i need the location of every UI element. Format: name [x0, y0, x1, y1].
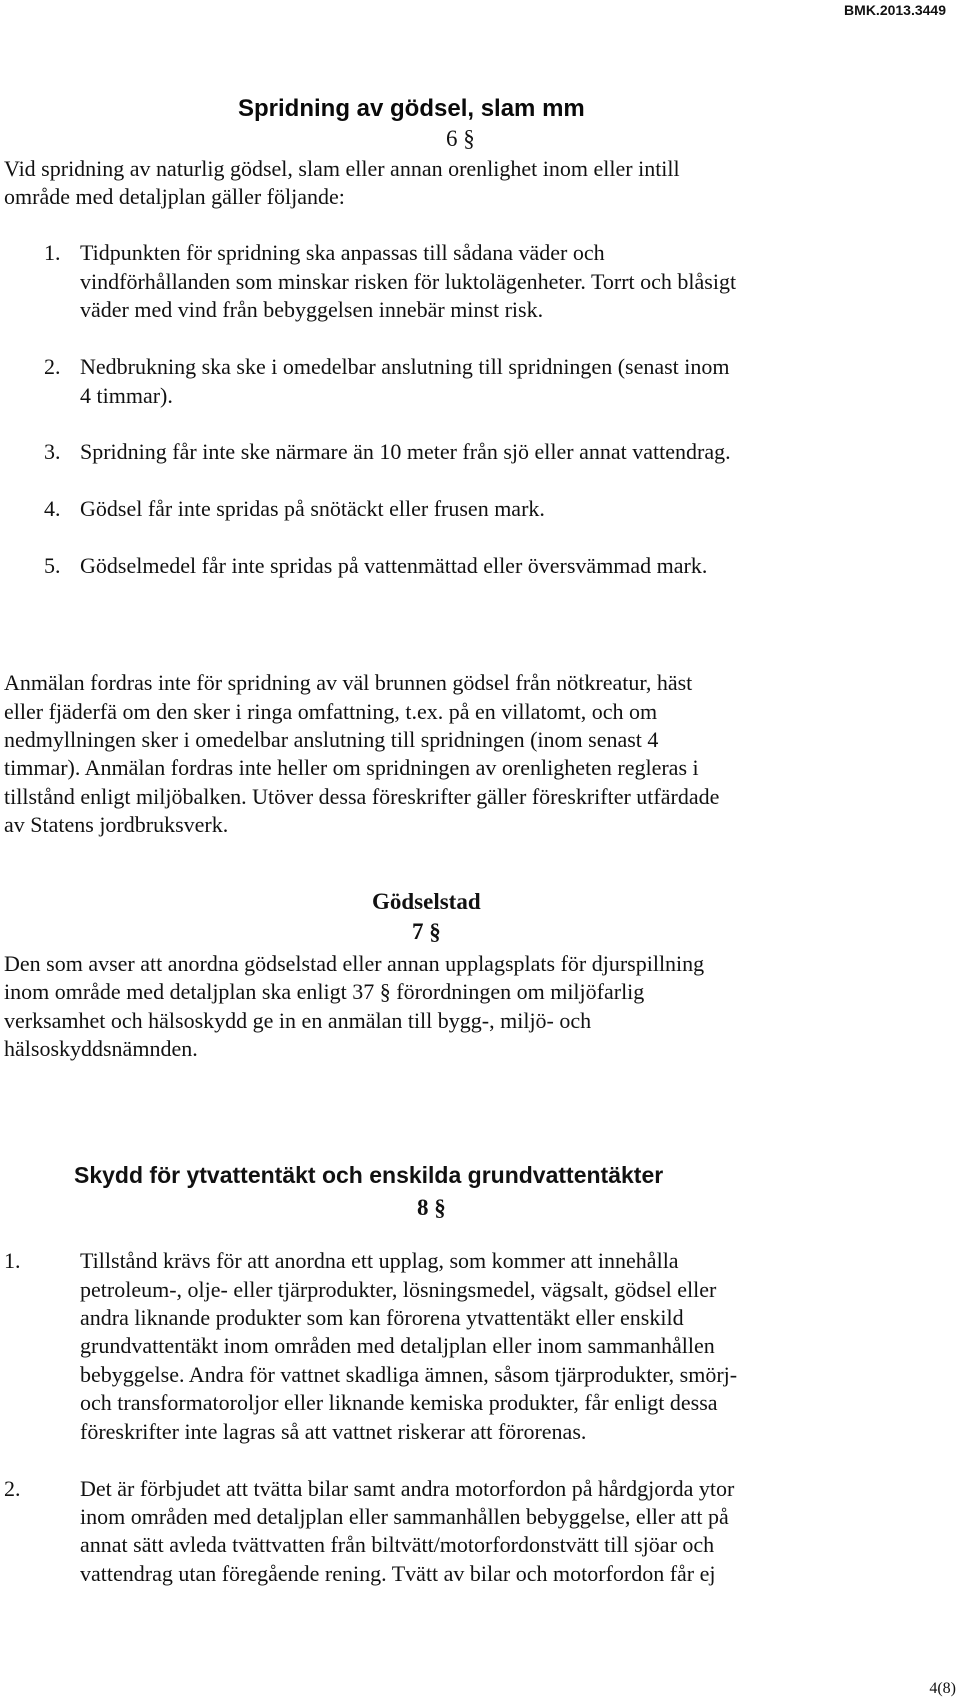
- list-item-line: och transformatoroljor eller liknande kemiska produkter, får enligt dessa: [80, 1390, 718, 1415]
- list-item-line: inom områden med detaljplan eller sammanhållen bebyggelse, eller att på: [80, 1504, 729, 1529]
- list-item-line: Spridning får inte ske närmare än 10 meter från sjö eller annat vattendrag.: [80, 439, 731, 464]
- list-item-line: Tidpunkten för spridning ska anpassas till sådana väder och: [80, 240, 605, 265]
- list-number: 4.: [44, 496, 61, 521]
- list-number: 1.: [44, 240, 61, 265]
- notice-line: eller fjäderfä om den sker i ringa omfattning, t.ex. på en villatomt, och om: [4, 699, 658, 724]
- list-item-line: petroleum-, olje- eller tjärprodukter, lösningsmedel, vägsalt, gödsel eller: [80, 1277, 717, 1302]
- paragraph-ref-7: 7 §: [412, 919, 441, 944]
- intro-line: område med detaljplan gäller följande:: [4, 184, 345, 209]
- body-line: inom område med detaljplan ska enligt 37 § förordningen om miljöfarlig: [4, 979, 645, 1004]
- list-item-line: Gödselmedel får inte spridas på vattenmättad eller översvämmad mark.: [80, 553, 708, 578]
- list-item-line: vindförhållanden som minskar risken för luktolägenheter. Torrt och blåsigt: [80, 269, 737, 294]
- list-item-line: 4 timmar).: [80, 383, 173, 408]
- list-item-line: Tillstånd krävs för att anordna ett upplag, som kommer att innehålla: [80, 1248, 679, 1273]
- section-heading-spridning: Spridning av gödsel, slam mm: [238, 95, 585, 122]
- list-item-line: föreskrifter inte lagras så att vattnet riskerar att förorenas.: [80, 1419, 587, 1444]
- section-heading-skydd: Skydd för ytvattentäkt och enskilda grundvattentäkter: [74, 1162, 664, 1188]
- list-number: 3.: [44, 439, 61, 464]
- intro-line: Vid spridning av naturlig gödsel, slam eller annan orenlighet inom eller intill: [4, 156, 680, 181]
- body-line: hälsoskyddsnämnden.: [4, 1036, 198, 1061]
- list-number: 5.: [44, 553, 61, 578]
- list-number: 2.: [44, 354, 61, 379]
- list-item-line: Nedbrukning ska ske i omedelbar anslutning till spridningen (senast inom: [80, 354, 730, 379]
- list-item-line: andra liknande produkter som kan förorena ytvattentäkt eller enskild: [80, 1305, 684, 1330]
- list-item-line: grundvattentäkt inom områden med detaljplan eller inom sammanhållen: [80, 1333, 715, 1358]
- list-item-line: Det är förbjudet att tvätta bilar samt andra motorfordon på hårdgjorda ytor: [80, 1476, 735, 1501]
- notice-line: av Statens jordbruksverk.: [4, 812, 229, 837]
- list-item-line: bebyggelse. Andra för vattnet skadliga ämnen, såsom tjärprodukter, smörj-: [80, 1362, 738, 1387]
- section-heading-godselstad: Gödselstad: [372, 889, 481, 914]
- notice-line: tillstånd enligt miljöbalken. Utöver dessa föreskrifter gäller föreskrifter utfärdade: [4, 784, 720, 809]
- document-id: BMK.2013.3449: [844, 2, 946, 18]
- list-number: 1.: [4, 1248, 21, 1273]
- notice-line: nedmyllningen sker i omedelbar anslutning till spridningen (inom senast 4: [4, 727, 659, 752]
- list-item-line: annat sätt avleda tvättvatten från biltvätt/motorfordonstvätt till sjöar och: [80, 1532, 715, 1557]
- list-item-line: Gödsel får inte spridas på snötäckt eller frusen mark.: [80, 496, 545, 521]
- page-number: 4(8): [929, 1680, 956, 1697]
- paragraph-ref-8: 8 §: [417, 1195, 446, 1220]
- body-line: Den som avser att anordna gödselstad eller annan upplagsplats för djurspillning: [4, 951, 705, 976]
- notice-line: Anmälan fordras inte för spridning av väl brunnen gödsel från nötkreatur, häst: [4, 670, 693, 695]
- body-line: verksamhet och hälsoskydd ge in en anmälan till bygg-, miljö- och: [4, 1008, 592, 1033]
- list-item-line: vattendrag utan föregående rening. Tvätt av bilar och motorfordon får ej: [80, 1561, 716, 1586]
- list-number: 2.: [4, 1476, 21, 1501]
- list-item-line: väder med vind från bebyggelsen innebär minst risk.: [80, 297, 544, 322]
- paragraph-ref-6: 6 §: [446, 126, 475, 151]
- notice-line: timmar). Anmälan fordras inte heller om spridningen av orenligheten regleras i: [4, 755, 699, 780]
